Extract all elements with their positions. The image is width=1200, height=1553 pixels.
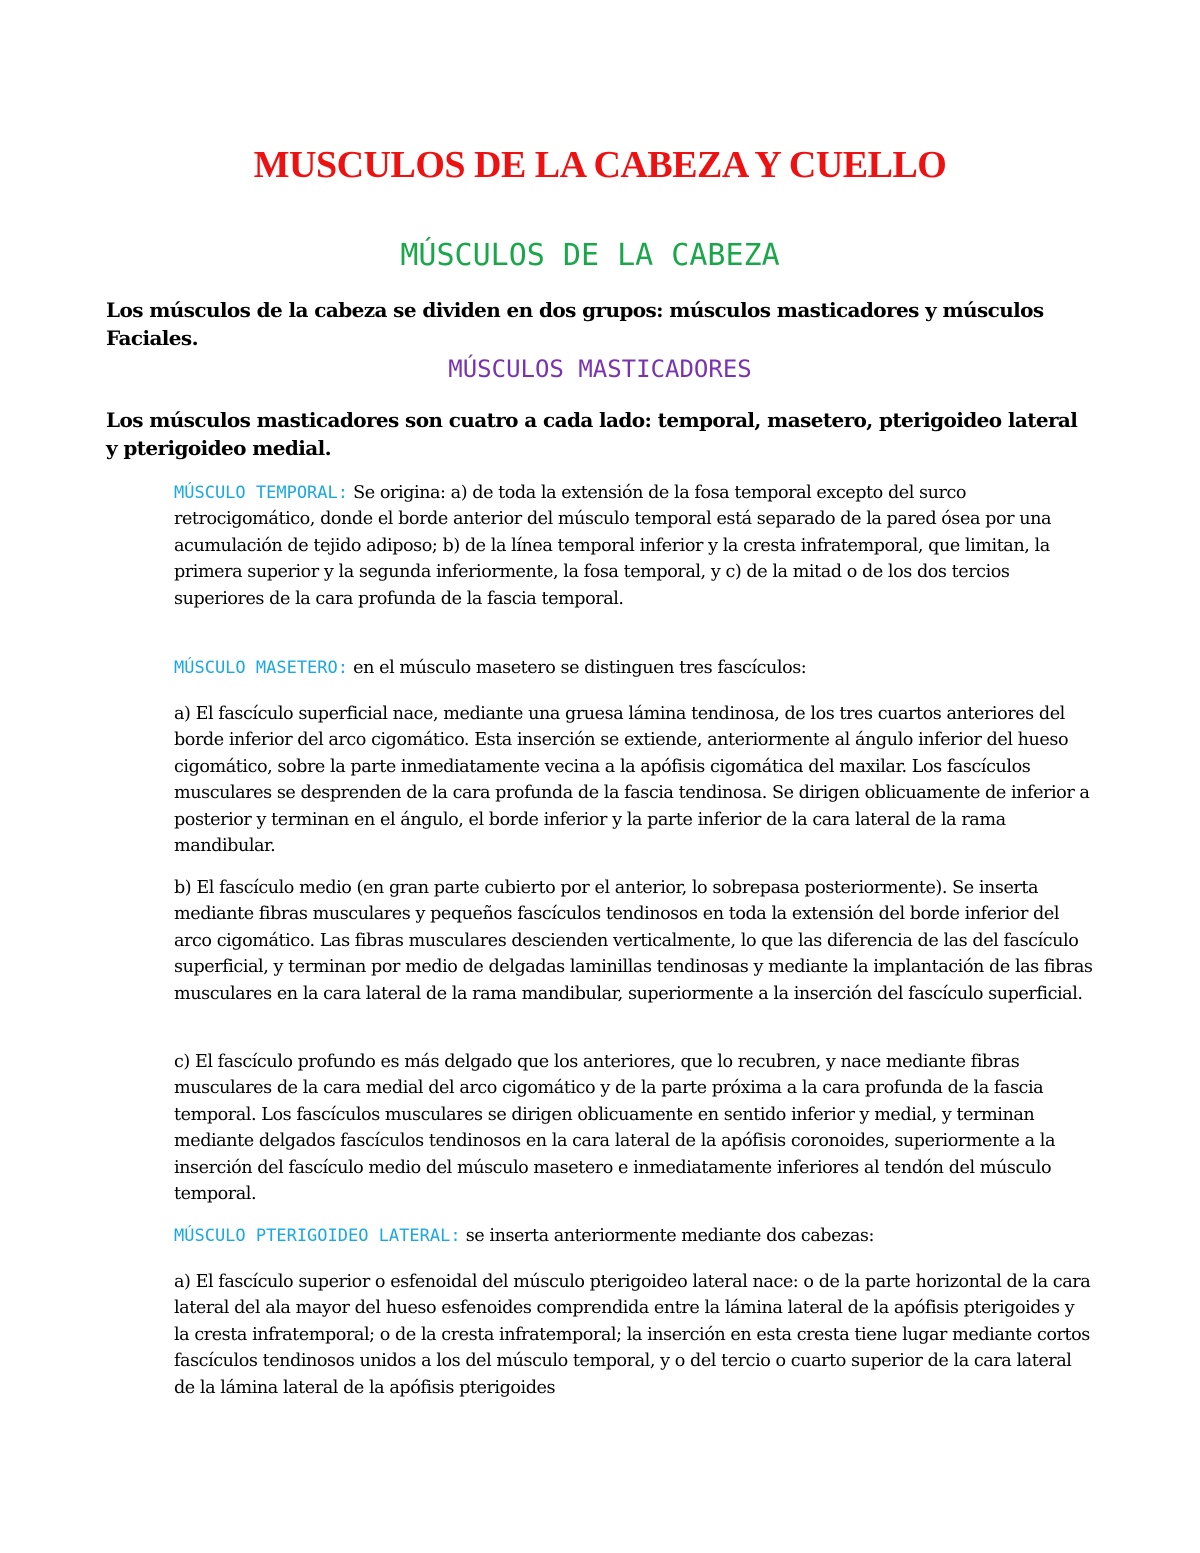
masetero-label: MÚSCULO MASETERO: [174, 658, 348, 678]
masetero-text: en el músculo masetero se distinguen tres fascículos: [348, 658, 807, 678]
pterigoideo-label: MÚSCULO PTERIGOIDEO LATERAL: [174, 1226, 461, 1246]
intro-paragraph: Los músculos de la cabeza se dividen en dos grupos: músculos masticadores y músculos Faciales. [106, 298, 1044, 350]
pterigoideo-text: se inserta anteriormente mediante dos cabezas: [460, 1226, 874, 1246]
section-heading-masticadores: MÚSCULOS MASTICADORES [448, 355, 752, 383]
pterigoideo-para-a-block [174, 1269, 1094, 1401]
masetero-para-a: a) El fascículo superficial nace, mediante una gruesa lámina tendinosa, de los tres cuartos anteriores del borde inferior del arco cigomático. Esta inserción se extiende, anteriormente al ángulo inferior del hueso cigomático, sobre la parte inmediatamente vecina a la apófisis cigomática del maxilar. Los fascículos musculares se desprenden de la cara profunda de la fascia tendinosa. Se dirigen oblicuamente de inferior a posterior y terminan en el ángulo, el borde inferior y la parte inferior de la cara lateral de la rama mandibular. [174, 704, 1090, 857]
temporal-text: Se origina: a) de toda la extensión de la fosa temporal excepto del surco retrocigomático, donde el borde anterior del músculo temporal está separado de la pared ósea por una acumulación de tejido adiposo; b) de la línea temporal inferior y la cresta infratemporal, que limitan, la primera superior y la segunda inferiormente, la fosa temporal, y c) de la mitad o de los dos tercios superiores de la cara profunda de la fascia temporal. [174, 483, 1052, 609]
temporal-paragraph [174, 480, 1094, 612]
pterigoideo-para-a: a) El fascículo superior o esfenoidal del músculo pterigoideo lateral nace: o de la parte horizontal de la cara lateral del ala mayor del hueso esfenoides comprendida entre la lámina lateral de la apófisis pterigoides y la cresta infratemporal; o de la cresta infratemporal; la inserción en esta cresta tiene lugar mediante cortos fascículos tendinosos unidos a los del músculo temporal, y o del tercio o cuarto superior de la cara lateral de la lámina lateral de la apófisis pterigoides [174, 1272, 1091, 1398]
temporal-section [174, 480, 1094, 612]
subtitle-musculos-cabeza: MÚSCULOS DE LA CABEZA [400, 238, 780, 273]
masetero-para-b: b) El fascículo medio (en gran parte cubierto por el anterior, lo sobrepasa posteriormente). Se inserta mediante fibras musculares y pequeños fascículos tendinosos en toda la extensión del borde inferior del arco cigomático. Las fibras musculares descienden verticalmente, lo que las diferencia de las del fascículo superficial, y terminan por medio de delgadas laminillas tendinosas y mediante la implantación de las fibras musculares en la cara lateral de la rama mandibular, superiormente a la inserción del fascículo superficial. [174, 878, 1093, 1004]
section-intro-paragraph: Los músculos masticadores son cuatro a cada lado: temporal, masetero, pterigoideo lateral y pterigoideo medial. [106, 408, 1078, 460]
masetero-paragraph [174, 655, 1094, 681]
document-title: MUSCULOS DE LA CABEZA Y CUELLO [253, 144, 947, 186]
pterigoideo-heading-block [174, 1223, 1094, 1249]
pterigoideo-paragraph [174, 1223, 1094, 1249]
temporal-label: MÚSCULO TEMPORAL: [174, 483, 348, 503]
masetero-para-b-block [174, 875, 1094, 1007]
masetero-para-c: c) El fascículo profundo es más delgado que los anteriores, que lo recubren, y nace mediante fibras musculares de la cara medial del arco cigomático y de la parte próxima a la cara profunda de la fascia temporal. Los fascículos musculares se dirigen oblicuamente en sentido inferior y medial, y terminan mediante delgados fascículos tendinosos en la cara lateral de la apófisis coronoides, superiormente a la inserción del fascículo medio del músculo masetero e inmediatamente inferiores al tendón del músculo temporal. [174, 1052, 1056, 1205]
masetero-para-c-block [174, 1049, 1094, 1207]
masetero-para-a-block [174, 701, 1094, 859]
masetero-heading-block [174, 655, 1094, 681]
